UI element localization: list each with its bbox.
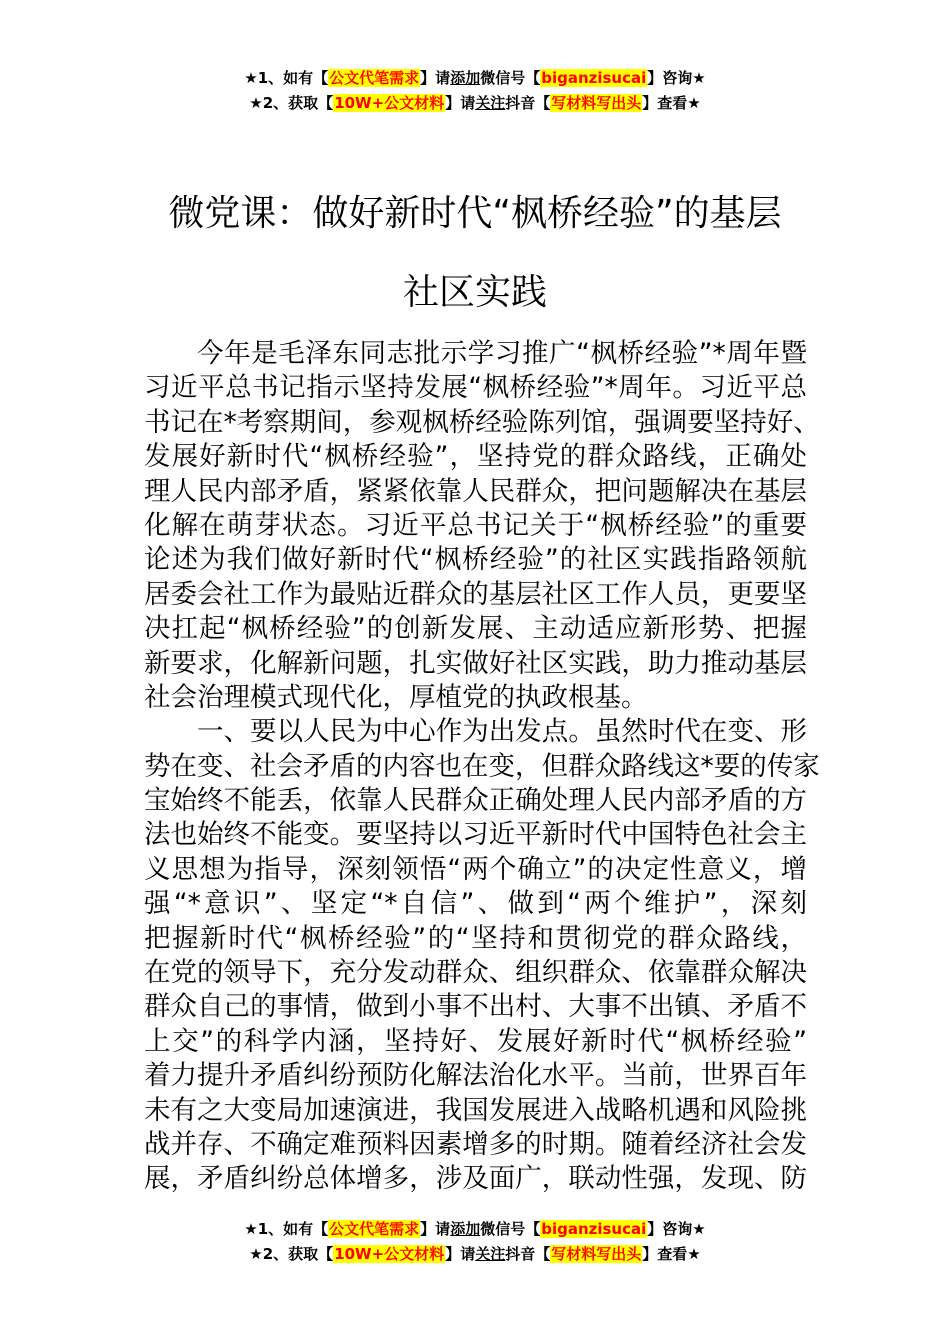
banner-line-2 [0,1242,950,1267]
highlight-materials: 10W+公文材料 [334,1245,445,1263]
highlight-douyin-id: 写材料写出头 [551,94,642,112]
banner-text: 】请 [445,94,476,112]
body-line: 一、要以人民为中心作为出发点。虽然时代在变、形 [197,716,807,748]
banner-text: ★2、获取【 [249,1245,334,1263]
body-line: 居委会社工作为最贴近群众的基层社区工作人员，更要坚 [144,578,807,610]
banner-text: 】查看★ [642,94,701,112]
banner-text: 微信号【 [480,69,541,87]
highlight-wechat-id: biganzisucai [541,69,647,87]
body-line: 着力提升矛盾纠纷预防化解法治化水平。当前，世界百年 [144,1060,807,1092]
banner-text: ★1、如有【 [244,1220,329,1238]
body-line: 今年是毛泽东同志批示学习推广“枫桥经验”*周年暨 [197,338,807,369]
highlight-ghostwriting: 公文代笔需求 [329,1220,420,1238]
document-title [140,174,810,332]
body-line: 理人民内部矛盾，紧紧依靠人民群众，把问题解决在基层 [144,475,807,507]
body-line: 展，矛盾纠纷总体增多，涉及面广，联动性强，发现、防 [144,1163,807,1195]
body-line: 新要求，化解新问题，扎实做好社区实践，助力推动基层 [144,647,807,679]
banner-text: 】查看★ [642,1245,701,1263]
banner-text: 】请 [445,1245,476,1263]
banner-underlined-text: 添加 [450,69,481,87]
footer-banner [0,1217,950,1267]
highlight-ghostwriting: 公文代笔需求 [329,69,420,87]
body-line: 强“*意识”、坚定“*自信”、做到“两个维护”，深刻 [144,888,807,920]
body-line: 习近平总书记指示坚持发展“枫桥经验”*周年。习近平总 [144,372,807,404]
body-line: 决扛起“枫桥经验”的创新发展、主动适应新形势、把握 [144,613,807,645]
banner-line-2 [0,91,950,116]
header-banner [0,66,950,116]
banner-text: 】咨询★ [647,1220,706,1238]
banner-line-1 [0,66,950,91]
banner-underlined-text: 关注 [475,94,506,112]
body-line: 战并存、不确定难预料因素增多的时期。随着经济社会发 [144,1128,807,1160]
body-line: 宝始终不能丢，依靠人民群众正确处理人民内部矛盾的方 [144,785,807,817]
body-line: 化解在萌芽状态。习近平总书记关于“枫桥经验”的重要 [144,509,807,541]
highlight-douyin-id: 写材料写出头 [551,1245,642,1263]
body-line: 势在变、社会矛盾的内容也在变，但群众路线这*要的传家 [144,750,820,782]
body-line: 上交”的科学内涵，坚持好、发展好新时代“枫桥经验” [144,1025,807,1057]
highlight-wechat-id: biganzisucai [541,1220,647,1238]
body-line: 在党的领导下，充分发动群众、组织群众、依靠群众解决 [144,957,807,989]
banner-text: 微信号【 [480,1220,541,1238]
body-line: 社会治理模式现代化，厚植党的执政根基。 [144,681,648,713]
body-line: 未有之大变局加速演进，我国发展进入战略机遇和风险挑 [144,1094,807,1126]
body-line: 法也始终不能变。要坚持以习近平新时代中国特色社会主 [144,819,807,851]
highlight-materials: 10W+公文材料 [334,94,445,112]
body-line: 论述为我们做好新时代“枫桥经验”的社区实践指路领航 [144,544,807,576]
banner-text: 抖音【 [505,1245,551,1263]
banner-text: 】请 [420,1220,451,1238]
title-line-1: 微党课：做好新时代“枫桥经验”的基层 [168,193,782,234]
body-line: 发展好新时代“枫桥经验”，坚持党的群众路线，正确处 [144,441,807,473]
banner-line-1 [0,1217,950,1242]
body-line: 义思想为指导，深刻领悟“两个确立”的决定性意义，增 [144,853,807,885]
banner-text: 】咨询★ [647,69,706,87]
body-line: 把握新时代“枫桥经验”的“坚持和贯彻党的群众路线， [144,922,807,954]
title-line-2: 社区实践 [402,272,547,313]
banner-text: 】请 [420,69,451,87]
body-line: 书记在*考察期间，参观枫桥经验陈列馆，强调要坚持好、 [144,406,820,438]
body-line: 群众自己的事情，做到小事不出村、大事不出镇、矛盾不 [144,991,807,1023]
banner-text: ★2、获取【 [249,94,334,112]
banner-underlined-text: 关注 [475,1245,506,1263]
banner-text: 抖音【 [505,94,551,112]
document-body [144,337,820,1197]
banner-underlined-text: 添加 [450,1220,481,1238]
banner-text: ★1、如有【 [244,69,329,87]
